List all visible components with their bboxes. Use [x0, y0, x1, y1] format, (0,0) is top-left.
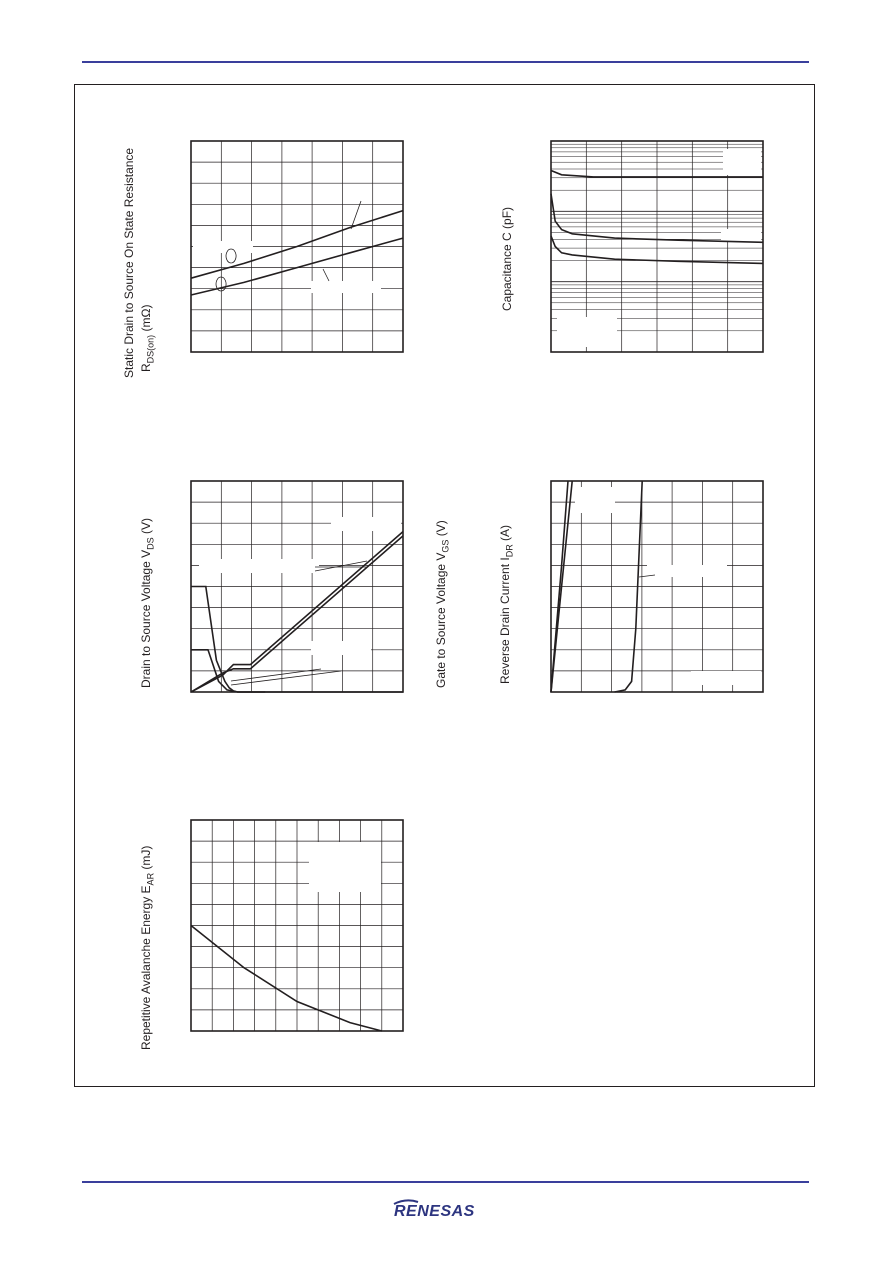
annotation-box — [309, 842, 381, 892]
annotation-box — [721, 229, 761, 241]
annotation-box — [575, 487, 615, 513]
annotation-arrow — [231, 671, 341, 685]
annotation-box — [723, 149, 761, 175]
series-line — [191, 587, 403, 693]
vgs-y-label: Gate to Source Voltage $V_{GS}$ (V) — [434, 520, 451, 688]
avalanche-energy-chart — [191, 820, 403, 1031]
capacitance-y-label: Capacitance C (pF) — [500, 206, 514, 311]
rds-on-y-label-2: $R_{DS(on)}$ (mΩ) — [139, 304, 156, 372]
idr-y-label: Reverse Drain Current $I_{DR}$ (A) — [498, 524, 515, 684]
rds-on-y-label: Static Drain to Source On State Resistance — [122, 147, 136, 378]
gate-charge-chart — [191, 481, 403, 692]
svg-text:RENESAS: RENESAS — [394, 1203, 475, 1220]
capacitance-chart — [551, 141, 763, 352]
annotation-box — [557, 317, 617, 347]
series-line — [191, 532, 403, 692]
annotation-box — [193, 241, 253, 253]
ear-y-label: Repetitive Avalanche Energy $E_{AR}$ (mJ) — [139, 845, 156, 1050]
annotation-box — [199, 559, 319, 573]
footer-rule — [82, 1181, 809, 1183]
series-line — [191, 926, 382, 1032]
annotation-box — [647, 565, 727, 577]
rds-on-chart — [191, 141, 403, 352]
reverse-drain-chart — [551, 481, 763, 692]
annotation-box — [311, 641, 371, 655]
annotation-box — [311, 281, 381, 293]
annotation-arrow — [323, 269, 329, 281]
renesas-logo — [392, 1198, 500, 1220]
vds-y-label: Drain to Source Voltage $V_{DS}$ (V) — [139, 518, 156, 688]
annotation-box — [331, 517, 401, 531]
header-rule — [82, 61, 809, 63]
annotation-box — [691, 671, 761, 685]
